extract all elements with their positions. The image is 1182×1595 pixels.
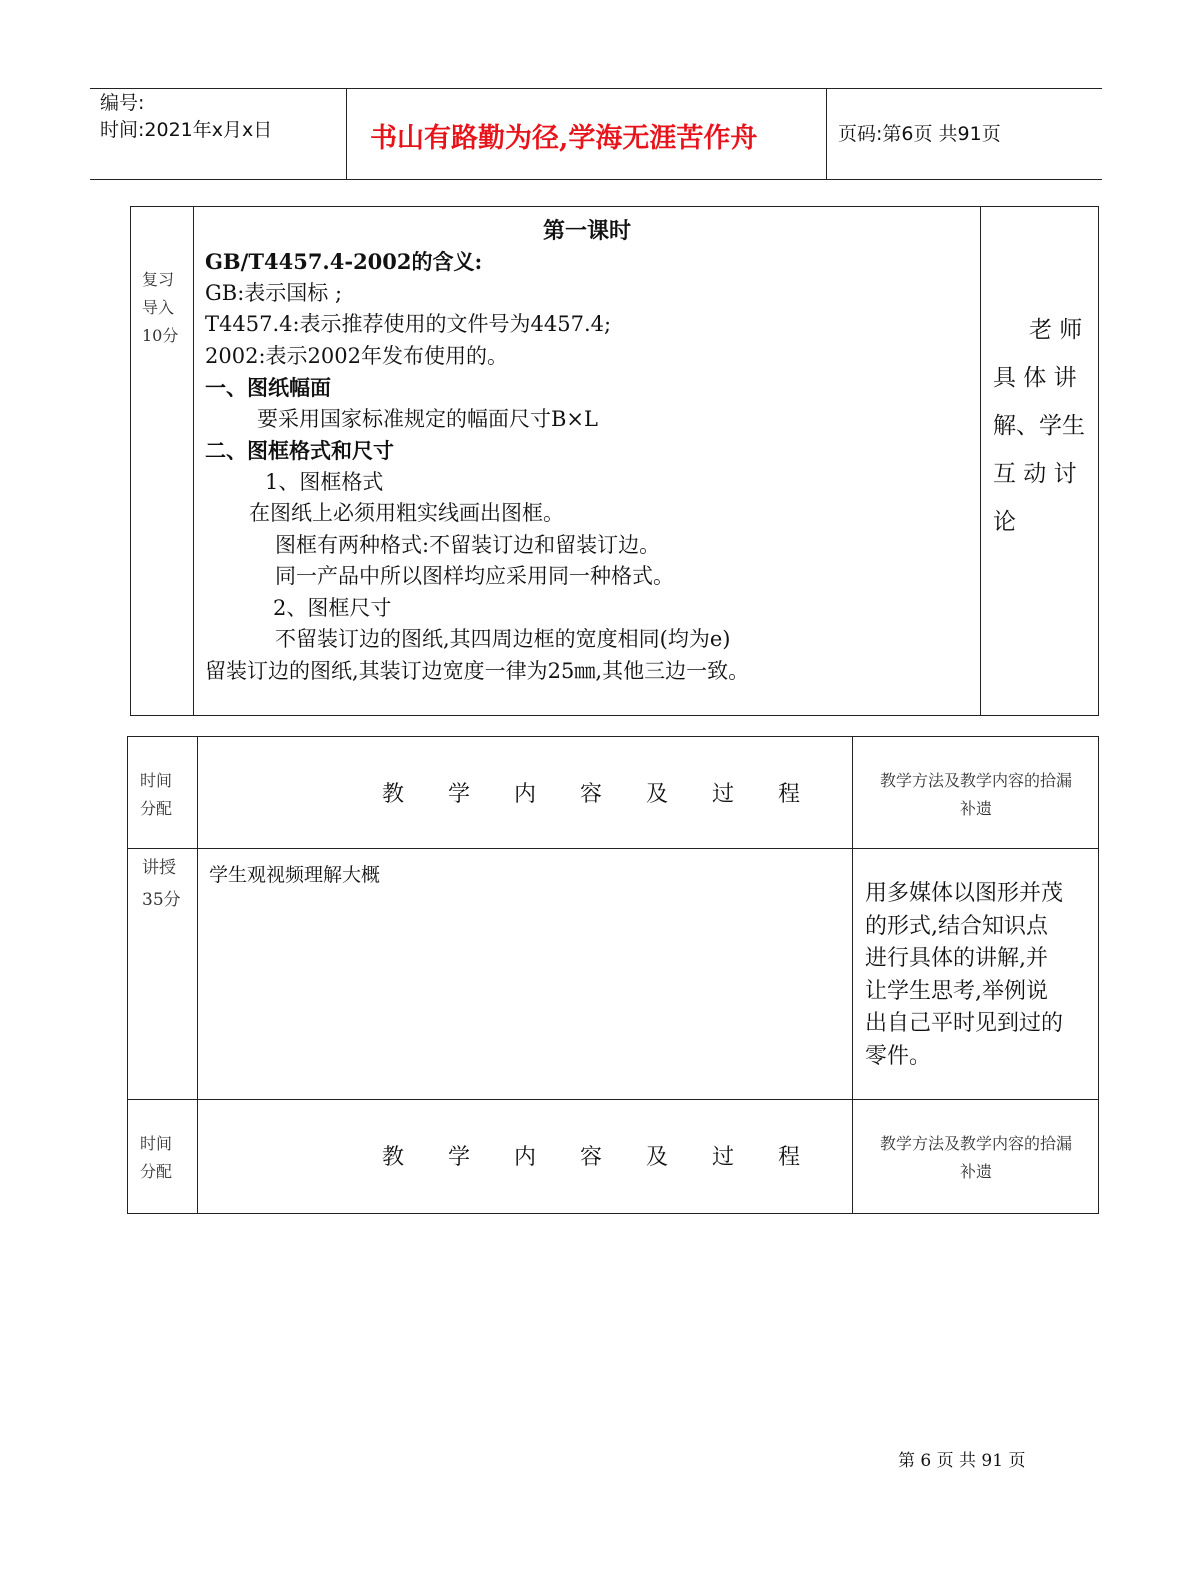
review-heading: 二、图框格式和尺寸 [205, 438, 394, 463]
header-page: 页码:第6页 共91页 [838, 123, 1001, 145]
review-col-divider-2 [980, 206, 981, 715]
lesson-head2-content: 教学内容及过程 [382, 1145, 845, 1170]
lesson-row-divider-1 [127, 848, 1099, 849]
review-line: 在图纸上必须用粗实线画出图框。 [249, 501, 564, 525]
review-content [205, 246, 749, 687]
header-motto: 书山有路勤为径,学海无涯苦作舟 [370, 123, 758, 154]
lesson-col-divider-1 [197, 736, 198, 1213]
lesson-row-content: 学生观视频理解大概 [209, 864, 381, 886]
header-bottom-rule [90, 179, 1102, 180]
review-line: T4457.4:表示推荐使用的文件号为4457.4; [205, 312, 612, 336]
header-divider-right [826, 88, 827, 180]
review-subheading: 1、图框格式 [265, 469, 384, 494]
review-line: 同一产品中所以图样均应采用同一种格式。 [275, 564, 674, 588]
lesson-row-divider-2 [127, 1099, 1099, 1100]
review-line: 要采用国家标准规定的幅面尺寸B×L [257, 406, 598, 431]
lesson-head2-method: 教学方法及教学内容的拾漏 补遗 [879, 1134, 1072, 1181]
review-col-divider-1 [193, 206, 194, 715]
lesson-head-method: 教学方法及教学内容的拾漏 补遗 [879, 771, 1072, 818]
review-line: 图框有两种格式:不留装订边和留装订边。 [275, 532, 661, 557]
review-line: GB:表示国标 ; [205, 280, 343, 305]
header-number: 编号: [100, 92, 145, 114]
review-time-cell: 复习 导入 10分 [142, 270, 179, 345]
header-time: 时间:2021年x月x日 [100, 119, 273, 141]
review-method-cell: 老 师 具 体 讲 解、学生 互 动 讨 论 [993, 317, 1085, 535]
lesson-head2-time: 时间 分配 [140, 1134, 173, 1181]
lesson-head-time: 时间 分配 [140, 771, 173, 818]
review-heading: 一、图纸幅面 [205, 375, 331, 400]
lesson-row-time: 讲授 35分 [142, 858, 181, 910]
review-line: 留装订边的图纸,其装订边宽度一律为25㎜,其他三边一致。 [205, 658, 750, 683]
review-line: 2002:表示2002年发布使用的。 [205, 343, 508, 368]
header-divider-left [346, 88, 347, 180]
header-top-rule [90, 88, 1102, 89]
lesson-head-content: 教学内容及过程 [382, 782, 845, 807]
lesson-row-method: 用多媒体以图形并茂 的形式,结合知识点 进行具体的讲解,并 让学生思考,举例说 出自己平时见到过的 零件。 [865, 881, 1064, 1069]
review-line: GB/T4457.4-2002的含义: [205, 249, 483, 274]
review-subheading: 2、图框尺寸 [273, 595, 392, 620]
page-footer: 第 6 页 共 91 页 [898, 1451, 1026, 1471]
review-title: 第一课时 [542, 218, 631, 244]
review-line: 不留装订边的图纸,其四周边框的宽度相同(均为e) [275, 627, 731, 651]
